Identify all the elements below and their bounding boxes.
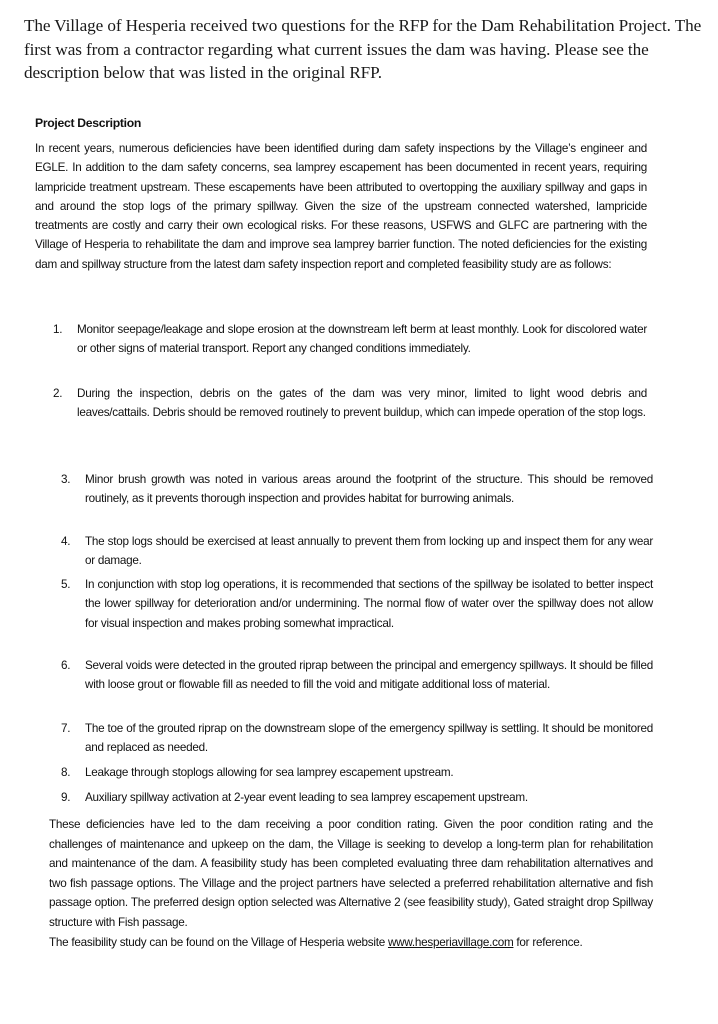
section-heading: Project Description: [35, 116, 142, 130]
item-number: 8.: [61, 766, 71, 779]
item-number: 7.: [61, 722, 71, 735]
item-text: Auxiliary spillway activation at 2-year event leading to sea lamprey escapement upstream.: [85, 791, 528, 804]
item-number: 3.: [61, 473, 71, 486]
item-text: The toe of the grouted riprap on the downstream slope of the emergency spillway is settling. It should be monitored and replaced as needed.: [85, 722, 653, 755]
conclusion-paragraph: These deficiencies have led to the dam receiving a poor condition rating. Given the poor condition rating and the challenges of maintenance and upkeep on the dam, the Village is seeking to develop a long-term plan for rehabilitation and maintenance of the dam. A feasibility study has been completed evaluating three dam rehabilitation alternatives and two fish passage options. The Village and the project partners have selected a preferred rehabilitation alternative and fish passage option. The preferred design option selected was Alternative 2 (see feasibility study), Gated straight drop Spillway structure with Fish passage.: [49, 818, 653, 929]
item-text: Minor brush growth was noted in various areas around the footprint of the structure. This should be removed routinely, as it prevents thorough inspection and provides habitat for burrowing animals.: [85, 473, 653, 506]
reference-text-end: for reference.: [513, 936, 583, 949]
deficiency-item: [61, 470, 653, 509]
item-number: 2.: [53, 387, 63, 400]
item-text: Several voids were detected in the grouted riprap between the principal and emergency spillways. It should be filled with loose grout or flowable fill as needed to fill the void and mitigate additional loss of material.: [85, 659, 653, 692]
reference-text: The feasibility study can be found on the Village of Hesperia website: [49, 936, 388, 949]
item-number: 4.: [61, 535, 71, 548]
item-text: Leakage through stoplogs allowing for sea lamprey escapement upstream.: [85, 766, 454, 779]
item-text: The stop logs should be exercised at least annually to prevent them from locking up and inspect them for any wear or damage.: [85, 535, 653, 568]
website-link[interactable]: www.hesperiavillage.com: [387, 936, 514, 949]
item-number: 1.: [53, 323, 63, 336]
item-number: 5.: [61, 578, 71, 591]
deficiency-item: [61, 788, 653, 807]
deficiency-item: [61, 656, 653, 695]
deficiency-item: [61, 575, 653, 633]
deficiency-item: [53, 320, 647, 359]
intro-text: The Village of Hesperia received two questions for the RFP for the Dam Rehabilitation Project. The first was from a contractor regarding what current issues the dam was having. Please see the description below that was listed in the original RFP.: [24, 16, 702, 82]
item-number: 9.: [61, 791, 71, 804]
item-number: 6.: [61, 659, 71, 672]
description-paragraph: In recent years, numerous deficiencies have been identified during dam safety inspections by the Village’s engineer and EGLE. In addition to the dam safety concerns, sea lamprey escapement has been documented in recent years, requiring lampricide treatment upstream. These escapements have been attributed to overtopping the auxiliary spillway and gaps in and around the stop logs of the primary spillway. Given the size of the upstream connected watershed, lampricide treatments are costly and carry their own ecological risks. For these reasons, USFWS and GLFC are partnering with the Village of Hesperia to rehabilitate the dam and improve sea lamprey barrier function. The noted deficiencies for the existing dam and spillway structure from the latest dam safety inspection report and completed feasibility study are as follows:: [35, 142, 647, 271]
reference-paragraph: [49, 933, 653, 952]
item-text: Monitor seepage/leakage and slope erosion at the downstream left berm at least monthly. Look for discolored water or other signs of material transport. Report any changed conditions immediately.: [77, 323, 647, 356]
intro-block: [24, 14, 704, 85]
item-text: In conjunction with stop log operations, it is recommended that sections of the spillway be isolated to better inspect the lower spillway for deterioration and/or undermining. The normal flow of water over the spillway does not allow for visual inspection and makes probing somewhat impractical.: [85, 578, 653, 630]
item-text: During the inspection, debris on the gates of the dam was very minor, limited to light wood debris and leaves/cattails. Debris should be removed routinely to prevent buildup, which can impede operation of the stop logs.: [77, 387, 647, 420]
deficiency-item: [53, 384, 647, 423]
deficiency-item: [61, 763, 653, 782]
deficiency-item: [61, 719, 653, 758]
deficiency-item: [61, 532, 653, 571]
